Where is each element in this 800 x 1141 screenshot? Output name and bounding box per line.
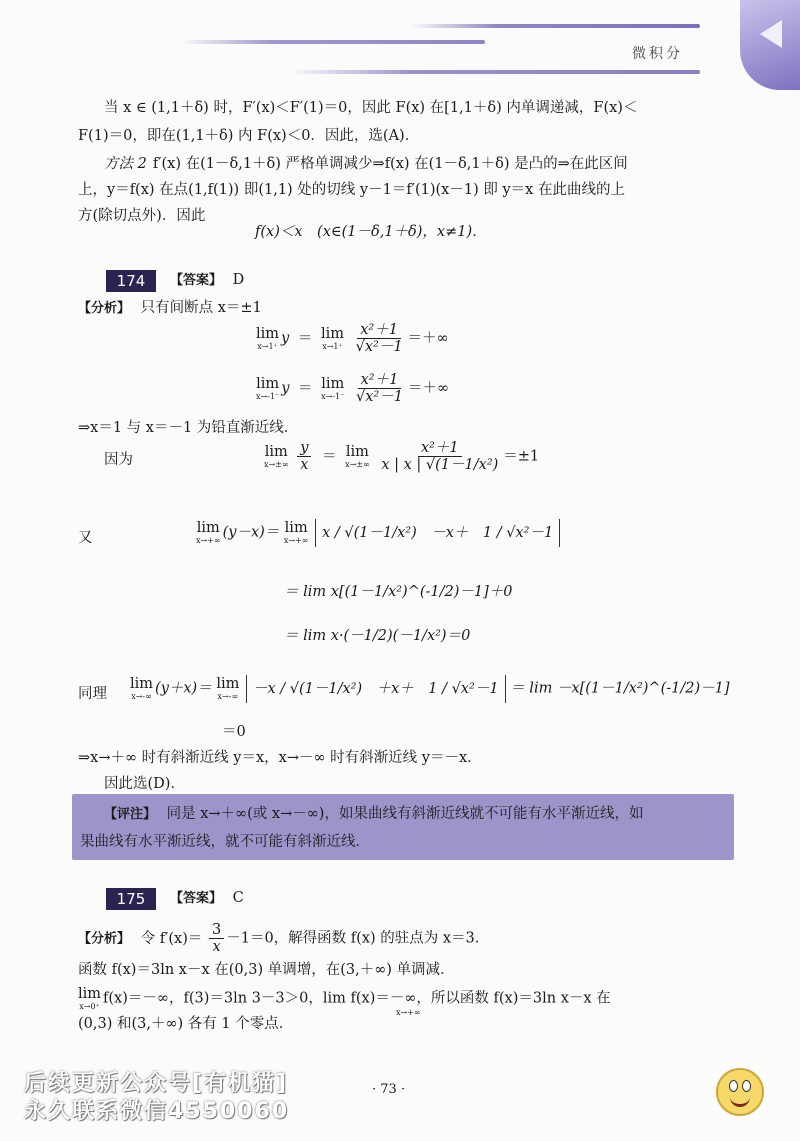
note-label: 【评注】 — [104, 807, 157, 822]
p175-line-4: (0,3) 和(3,＋∞) 各有 1 个零点． — [78, 1016, 294, 1032]
answer-value: D — [232, 272, 245, 288]
method2-line-1 — [104, 154, 628, 174]
smiley-face-icon — [716, 1068, 764, 1116]
equation-7-zero: ＝0 — [222, 724, 246, 740]
answer-value: C — [232, 890, 244, 906]
header-title: 微积分 — [632, 46, 683, 62]
analysis-175: 【分析】 令 f′(x)＝ $\frac{3}{x}$ －1＝0，解得函数 f(x) 的驻点为 x＝3． — [78, 922, 490, 955]
intro-line-1: 当 x ∈ (1,1＋δ) 时，F′(x)＜F′(1)＝0，因此 F(x) 在[1,1＋δ) 内单调递减，F(x)＜ — [104, 100, 638, 116]
answer-175 — [170, 888, 244, 909]
problem-175-badge: 175 — [106, 888, 156, 910]
equation-4: lim x→+∞ (y－x)＝ lim x→+∞ x / √(1－1/x²) －x＋ 1 / √x²－1 — [196, 520, 560, 545]
because-label: 因为 — [104, 452, 133, 468]
header-rule-3 — [290, 70, 700, 74]
method2-line-3: 方(除切点外)．因此 — [78, 208, 206, 224]
equation-6: ＝ lim x·(－1/2)(－1/x²)＝0 — [284, 628, 471, 644]
analysis-label: 【分析】 — [78, 931, 131, 947]
triangle-icon — [760, 20, 782, 48]
method2-label: 方法 2 — [104, 156, 147, 172]
note-text-1: 同是 x→＋∞(或 x→－∞)，如果曲线有斜渐近线就不可能有水平渐近线，如 — [166, 806, 644, 822]
note-line-1 — [104, 804, 643, 825]
answer-label: 【答案】 — [170, 891, 223, 906]
analysis-174 — [78, 298, 262, 319]
equation-5: ＝ lim x[(1－1/x²)^(-1/2)－1]＋0 — [284, 584, 513, 600]
problem-174-badge: 174 — [106, 270, 156, 292]
header-rule-1 — [410, 24, 700, 28]
equation-1: lim x→1⁺ y ＝ lim x→1⁺ $\frac{\text{x²＋1}}{\text{√x²－1}}$ ＝＋∞ — [256, 322, 449, 355]
analysis-text: 只有间断点 x＝±1 — [140, 300, 262, 316]
p175-line-3: lim x→0⁺ f(x)＝－∞，f(3)＝3ln 3－3＞0，lim f(x)＝－∞，所以函数 f(x)＝3ln x－x 在 — [78, 986, 611, 1011]
note-line-2: 果曲线有水平渐近线，就不可能有斜渐近线． — [80, 834, 370, 850]
intro-result: f(x)＜x (x∈(1－δ,1＋δ)，x≠1)． — [255, 224, 487, 240]
p175-line-3-sub2: x→+∞ — [396, 1008, 421, 1017]
analysis-label: 【分析】 — [78, 301, 131, 316]
equation-3: lim x→±∞ $\frac{y}{x}$ ＝ lim x→±∞ $\frac{\text{x²＋1}}{\text{x | x | √(1－1/x²)}}$ ＝±1 — [264, 440, 540, 473]
equation-7: lim x→-∞ (y＋x)＝ lim x→-∞ －x / √(1－1/x²) ＋x＋ 1 / √x²－1 ＝ lim －x[(1－1/x²)^(-1/2)－1] — [130, 676, 730, 701]
intro-line-2: F(1)＝0，即在(1,1＋δ) 内 F(x)＜0．因此，选(A)． — [78, 128, 420, 144]
equation-2: lim x→-1⁻ y ＝ lim x→-1⁻ $\frac{\text{x²＋1}}{\text{√x²－1}}$ ＝＋∞ — [256, 372, 450, 405]
header-rule-2 — [180, 40, 485, 44]
also-label: 又 — [78, 530, 93, 546]
vertical-asymptote-line: ⇒x＝1 与 x＝－1 为铅直渐近线． — [78, 420, 299, 436]
watermark-line-2: 永久联系微信4550060 — [24, 1099, 290, 1124]
similarly-label: 同理 — [78, 686, 107, 702]
method2-line-2: 上，y＝f(x) 在点(1,f(1)) 即(1,1) 处的切线 y－1＝f′(1)(x－1) 即 y＝x 在此曲线的上 — [78, 182, 625, 198]
p175-line-2: 函数 f(x)＝3ln x－x 在(0,3) 单调增，在(3,＋∞) 单调减． — [78, 962, 455, 978]
answer-label: 【答案】 — [170, 273, 223, 288]
answer-174 — [170, 270, 244, 291]
method2-text-1: f′(x) 在(1－δ,1＋δ) 严格单调减少⇒f(x) 在(1－δ,1＋δ) 是凸的⇒在此区间 — [152, 156, 628, 172]
choose-d-line: 因此选(D)． — [104, 776, 185, 792]
oblique-asymptote-line: ⇒x→＋∞ 时有斜渐近线 y＝x，x→－∞ 时有斜渐近线 y＝－x． — [78, 750, 482, 766]
watermark-line-1: 后续更新公众号[有机猫] — [24, 1071, 289, 1096]
page-number: · 73 · — [372, 1082, 406, 1097]
